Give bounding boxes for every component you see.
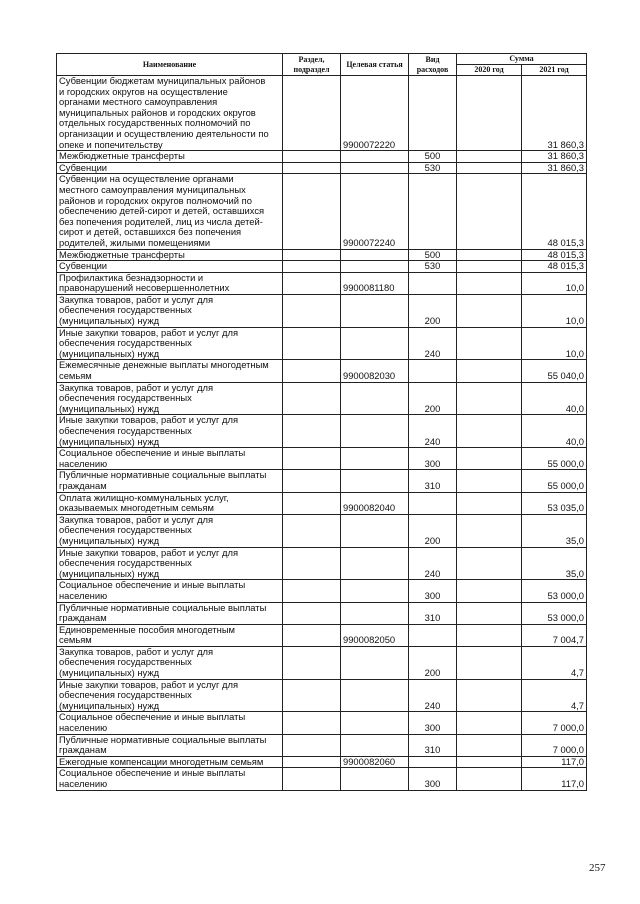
row-kind: 240: [409, 547, 457, 580]
table-row: [57, 712, 587, 734]
table-row: [57, 294, 587, 327]
row-amount-2021: 40,0: [522, 415, 587, 448]
row-amount-2021: 53 000,0: [522, 580, 587, 602]
table-row: [57, 768, 587, 790]
table-row: [57, 360, 587, 382]
row-kind: 200: [409, 514, 457, 547]
row-section: [283, 712, 341, 734]
row-kind: 200: [409, 646, 457, 679]
row-name: Субвенции на осуществление органами местного самоуправления муниципальных районов и городских округов полномочий по обеспечению детей-сирот и детей, оставшихся без попечения родителей, лиц из числа детей- сирот и детей, оставшихся без попечения родителей, жилыми помещениями: [57, 174, 283, 249]
row-target: [341, 768, 409, 790]
row-target: [341, 448, 409, 470]
row-name: Публичные нормативные социальные выплаты гражданам: [57, 470, 283, 492]
row-amount-2020: [457, 294, 522, 327]
row-amount-2021: 48 015,3: [522, 174, 587, 249]
row-section: [283, 249, 341, 261]
row-amount-2021: 10,0: [522, 327, 587, 360]
header-year-2021: 2021 год: [522, 65, 587, 76]
row-name: Социальное обеспечение и иные выплаты населению: [57, 580, 283, 602]
row-amount-2021: 35,0: [522, 547, 587, 580]
row-name: Субвенции бюджетам муниципальных районов и городских округов на осуществление органами местного самоуправления муниципальных районов и городских округов отдельных государственных полномочий по организации и осуществлению деятельности по опеке и попечительству: [57, 76, 283, 151]
row-amount-2021: 10,0: [522, 272, 587, 294]
row-name: Иные закупки товаров, работ и услуг для обеспечения государственных (муниципальных) нужд: [57, 679, 283, 712]
row-target: [341, 734, 409, 756]
row-name: Публичные нормативные социальные выплаты гражданам: [57, 602, 283, 624]
row-kind: [409, 492, 457, 514]
table-row: [57, 327, 587, 360]
row-section: [283, 415, 341, 448]
row-name: Закупка товаров, работ и услуг для обеспечения государственных (муниципальных) нужд: [57, 382, 283, 415]
row-target: [341, 547, 409, 580]
row-name: Оплата жилищно-коммунальных услуг, оказываемых многодетным семьям: [57, 492, 283, 514]
row-target: [341, 602, 409, 624]
row-amount-2021: 55 040,0: [522, 360, 587, 382]
row-kind: 310: [409, 734, 457, 756]
row-target: [341, 712, 409, 734]
row-amount-2021: 117,0: [522, 756, 587, 768]
budget-document: [56, 53, 586, 791]
table-row: [57, 151, 587, 163]
row-name: Иные закупки товаров, работ и услуг для обеспечения государственных (муниципальных) нужд: [57, 547, 283, 580]
row-amount-2020: [457, 448, 522, 470]
table-row: [57, 624, 587, 646]
row-section: [283, 624, 341, 646]
table-row: [57, 272, 587, 294]
row-target: 9900072220: [341, 76, 409, 151]
row-section: [283, 261, 341, 273]
row-kind: 240: [409, 327, 457, 360]
table-row: [57, 448, 587, 470]
row-target: [341, 514, 409, 547]
table-row: [57, 756, 587, 768]
row-amount-2020: [457, 162, 522, 174]
row-amount-2021: 35,0: [522, 514, 587, 547]
row-amount-2020: [457, 646, 522, 679]
row-amount-2020: [457, 261, 522, 273]
row-section: [283, 174, 341, 249]
table-row: [57, 580, 587, 602]
row-kind: [409, 76, 457, 151]
table-row: [57, 679, 587, 712]
row-target: [341, 679, 409, 712]
row-target: 9900072240: [341, 174, 409, 249]
row-amount-2020: [457, 327, 522, 360]
table-row: [57, 261, 587, 273]
row-name: Субвенции: [57, 261, 283, 273]
row-amount-2021: 4,7: [522, 679, 587, 712]
row-target: 9900082060: [341, 756, 409, 768]
table-row: [57, 76, 587, 151]
row-amount-2021: 117,0: [522, 768, 587, 790]
row-amount-2021: 40,0: [522, 382, 587, 415]
row-section: [283, 679, 341, 712]
row-amount-2020: [457, 470, 522, 492]
row-kind: 200: [409, 294, 457, 327]
row-amount-2021: 48 015,3: [522, 261, 587, 273]
row-amount-2021: 7 000,0: [522, 712, 587, 734]
row-kind: [409, 174, 457, 249]
row-amount-2021: 48 015,3: [522, 249, 587, 261]
row-amount-2020: [457, 76, 522, 151]
row-amount-2021: 55 000,0: [522, 470, 587, 492]
row-amount-2020: [457, 151, 522, 163]
row-section: [283, 514, 341, 547]
row-amount-2021: 55 000,0: [522, 448, 587, 470]
row-amount-2021: 53 000,0: [522, 602, 587, 624]
table-row: [57, 174, 587, 249]
row-amount-2020: [457, 768, 522, 790]
row-target: 9900082050: [341, 624, 409, 646]
row-target: [341, 382, 409, 415]
row-amount-2021: 53 035,0: [522, 492, 587, 514]
row-kind: 240: [409, 679, 457, 712]
row-name: Ежемесячные денежные выплаты многодетным семьям: [57, 360, 283, 382]
row-amount-2020: [457, 734, 522, 756]
row-section: [283, 382, 341, 415]
row-section: [283, 734, 341, 756]
row-target: 9900082040: [341, 492, 409, 514]
row-target: [341, 151, 409, 163]
header-sum: Сумма: [457, 54, 587, 65]
row-section: [283, 547, 341, 580]
row-amount-2020: [457, 602, 522, 624]
header-kind: Вид расходов: [409, 54, 457, 76]
table-row: [57, 382, 587, 415]
table-row: [57, 492, 587, 514]
row-kind: 530: [409, 261, 457, 273]
row-section: [283, 294, 341, 327]
table-header: [57, 54, 587, 76]
row-amount-2020: [457, 382, 522, 415]
table-row: [57, 547, 587, 580]
row-kind: [409, 272, 457, 294]
row-amount-2021: 7 000,0: [522, 734, 587, 756]
row-amount-2020: [457, 514, 522, 547]
row-section: [283, 492, 341, 514]
row-amount-2021: 10,0: [522, 294, 587, 327]
row-amount-2020: [457, 756, 522, 768]
row-kind: 300: [409, 448, 457, 470]
row-name: Межбюджетные трансферты: [57, 249, 283, 261]
table-row: [57, 734, 587, 756]
row-section: [283, 151, 341, 163]
row-target: [341, 294, 409, 327]
row-target: [341, 249, 409, 261]
table-row: [57, 249, 587, 261]
header-name: Наименование: [57, 54, 283, 76]
budget-table: [56, 53, 587, 791]
row-section: [283, 162, 341, 174]
row-amount-2020: [457, 624, 522, 646]
row-amount-2021: 31 860,3: [522, 76, 587, 151]
row-name: Иные закупки товаров, работ и услуг для обеспечения государственных (муниципальных) нужд: [57, 415, 283, 448]
table-body: [57, 76, 587, 791]
row-amount-2021: 7 004,7: [522, 624, 587, 646]
header-section: Раздел, подраздел: [283, 54, 341, 76]
row-kind: 530: [409, 162, 457, 174]
row-name: Социальное обеспечение и иные выплаты населению: [57, 712, 283, 734]
row-amount-2021: 31 860,3: [522, 151, 587, 163]
row-kind: 500: [409, 151, 457, 163]
row-target: [341, 162, 409, 174]
page-number: 257: [589, 862, 606, 874]
row-name: Социальное обеспечение и иные выплаты населению: [57, 768, 283, 790]
row-kind: 200: [409, 382, 457, 415]
row-amount-2021: 4,7: [522, 646, 587, 679]
row-kind: [409, 624, 457, 646]
row-name: Закупка товаров, работ и услуг для обеспечения государственных (муниципальных) нужд: [57, 294, 283, 327]
row-amount-2020: [457, 492, 522, 514]
row-amount-2020: [457, 679, 522, 712]
row-amount-2020: [457, 547, 522, 580]
row-section: [283, 580, 341, 602]
row-target: [341, 327, 409, 360]
row-target: [341, 261, 409, 273]
row-section: [283, 448, 341, 470]
table-row: [57, 162, 587, 174]
row-section: [283, 646, 341, 679]
row-section: [283, 327, 341, 360]
row-target: [341, 580, 409, 602]
table-row: [57, 415, 587, 448]
row-name: Иные закупки товаров, работ и услуг для обеспечения государственных (муниципальных) нужд: [57, 327, 283, 360]
row-name: Субвенции: [57, 162, 283, 174]
row-name: Профилактика безнадзорности и правонарушений несовершеннолетних: [57, 272, 283, 294]
row-amount-2020: [457, 580, 522, 602]
row-kind: 300: [409, 768, 457, 790]
row-name: Межбюджетные трансферты: [57, 151, 283, 163]
row-target: [341, 470, 409, 492]
row-name: Ежегодные компенсации многодетным семьям: [57, 756, 283, 768]
row-section: [283, 76, 341, 151]
row-amount-2020: [457, 360, 522, 382]
row-amount-2020: [457, 415, 522, 448]
row-name: Закупка товаров, работ и услуг для обеспечения государственных (муниципальных) нужд: [57, 646, 283, 679]
table-row: [57, 514, 587, 547]
row-target: [341, 646, 409, 679]
header-target: Целевая статья: [341, 54, 409, 76]
row-amount-2020: [457, 249, 522, 261]
row-section: [283, 602, 341, 624]
row-kind: [409, 756, 457, 768]
row-kind: 240: [409, 415, 457, 448]
row-kind: 300: [409, 580, 457, 602]
row-section: [283, 768, 341, 790]
row-section: [283, 470, 341, 492]
row-name: Закупка товаров, работ и услуг для обеспечения государственных (муниципальных) нужд: [57, 514, 283, 547]
row-name: Социальное обеспечение и иные выплаты населению: [57, 448, 283, 470]
row-target: [341, 415, 409, 448]
row-name: Публичные нормативные социальные выплаты гражданам: [57, 734, 283, 756]
row-target: 9900082030: [341, 360, 409, 382]
row-kind: [409, 360, 457, 382]
row-section: [283, 360, 341, 382]
row-kind: 300: [409, 712, 457, 734]
row-kind: 310: [409, 602, 457, 624]
row-section: [283, 272, 341, 294]
table-row: [57, 470, 587, 492]
row-kind: 500: [409, 249, 457, 261]
row-section: [283, 756, 341, 768]
header-year-2020: 2020 год: [457, 65, 522, 76]
row-amount-2020: [457, 712, 522, 734]
row-amount-2021: 31 860,3: [522, 162, 587, 174]
table-row: [57, 646, 587, 679]
row-amount-2020: [457, 174, 522, 249]
row-target: 9900081180: [341, 272, 409, 294]
row-amount-2020: [457, 272, 522, 294]
table-row: [57, 602, 587, 624]
row-name: Единовременные пособия многодетным семьям: [57, 624, 283, 646]
row-kind: 310: [409, 470, 457, 492]
